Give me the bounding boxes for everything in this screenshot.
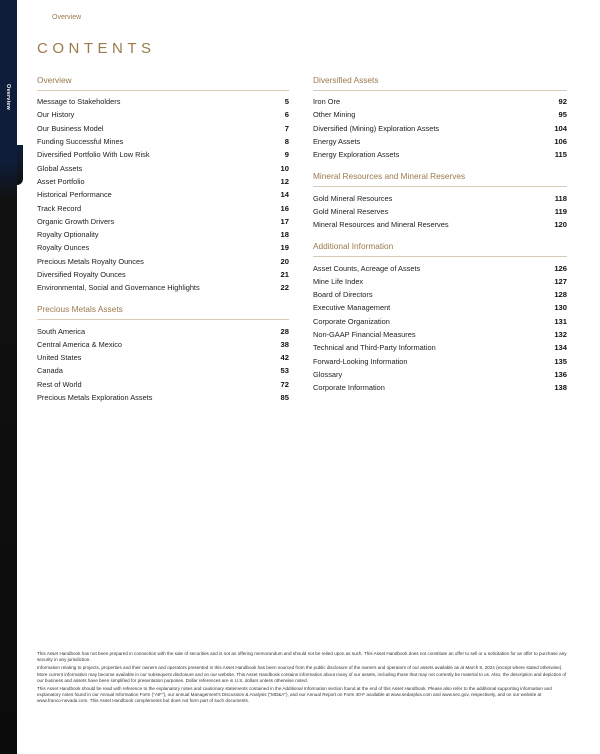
disclaimer-paragraph: This Asset Handbook has not been prepared in connection with the sale of securities and is not an offering memorandum and should not be relied upon as such. This Asset Handbook does not constitute an offer to sell or a solicitation for an offer to purchase any security in any jurisdiction. — [37, 651, 567, 663]
section-heading-mineral[interactable]: Mineral Resources and Mineral Reserves — [313, 170, 567, 187]
toc-entry[interactable] — [313, 354, 567, 367]
toc-entry-page: 106 — [554, 137, 567, 147]
toc-entry-label: Asset Portfolio — [37, 176, 85, 186]
toc-entry-label: Our History — [37, 110, 75, 120]
toc-entry-label: Diversified Portfolio With Low Risk — [37, 150, 150, 160]
toc-entry[interactable] — [313, 301, 567, 314]
toc-entry-page: 119 — [554, 206, 567, 216]
toc-entry-page: 21 — [280, 270, 289, 279]
toc-entry-label: Global Assets — [37, 163, 83, 173]
toc-entry-label: Technical and Third-Party Information — [313, 343, 436, 353]
toc-entry-page: 115 — [554, 150, 567, 160]
toc-entry[interactable] — [313, 95, 567, 108]
toc-entry-label: Energy Exploration Assets — [313, 150, 400, 160]
toc-entry[interactable] — [313, 261, 567, 274]
toc-entry[interactable] — [313, 315, 567, 328]
toc-entry-page: 6 — [284, 110, 289, 120]
toc-entry-label: Track Record — [37, 203, 82, 213]
toc-entry-page: 19 — [280, 243, 289, 253]
toc-entry[interactable] — [313, 148, 567, 161]
toc-entry-label: Precious Metals Exploration Assets — [37, 393, 153, 403]
toc-left-column — [37, 74, 289, 404]
toc-entry[interactable] — [37, 281, 289, 294]
toc-entry-page: 18 — [280, 230, 289, 240]
toc-entry-label: Mineral Resources and Mineral Reserves — [313, 220, 449, 230]
toc-entry[interactable] — [37, 391, 289, 404]
toc-entry[interactable] — [313, 135, 567, 148]
toc-right-column — [313, 74, 567, 394]
toc-entry[interactable] — [313, 328, 567, 341]
toc-entry-label: Corporate Information — [313, 383, 385, 393]
toc-entry[interactable] — [37, 122, 289, 135]
toc-entry-label: Canada — [37, 366, 63, 376]
toc-entry[interactable] — [37, 215, 289, 228]
toc-entry-page: 131 — [554, 316, 567, 326]
toc-entry[interactable] — [37, 175, 289, 188]
toc-entry[interactable] — [37, 338, 289, 351]
toc-entry-page: 134 — [554, 343, 567, 353]
toc-entry-label: Iron Ore — [313, 97, 341, 107]
toc-entry[interactable] — [313, 341, 567, 354]
toc-entry[interactable] — [37, 351, 289, 364]
side-tab-label: Overview — [5, 83, 11, 111]
toc-entry-page: 132 — [554, 330, 567, 339]
toc-entry-page: 7 — [284, 123, 289, 133]
toc-entry-label: Executive Management — [313, 303, 391, 313]
toc-entry-label: Gold Mineral Resources — [313, 193, 393, 203]
toc-entry-label: Funding Successful Mines — [37, 137, 124, 147]
toc-list-diversified — [313, 95, 567, 161]
toc-entry-label: Non-GAAP Financial Measures — [313, 330, 416, 339]
toc-entry-page: 14 — [280, 190, 289, 200]
toc-list-additional — [313, 261, 567, 394]
toc-entry-page: 138 — [554, 383, 567, 393]
toc-entry[interactable] — [37, 378, 289, 391]
toc-list-precious-metals — [37, 324, 289, 404]
toc-entry[interactable] — [37, 268, 289, 281]
toc-entry-page: 120 — [554, 220, 567, 230]
toc-entry-page: 12 — [280, 176, 289, 186]
toc-entry-label: Board of Directors — [313, 290, 373, 300]
toc-entry[interactable] — [37, 108, 289, 121]
side-band-notch — [17, 145, 23, 185]
toc-entry-page: 5 — [284, 97, 289, 107]
section-heading-additional[interactable]: Additional Information — [313, 240, 567, 257]
toc-entry-page: 104 — [554, 123, 567, 133]
toc-entry-page: 16 — [280, 203, 289, 213]
disclaimer-paragraph: Information relating to projects, properties and their owners and operators presented in this Asset Handbook has been sourced from the public disclosure of the owners and operators of our assets available as at March 8, 2024 (except where stated otherwise). More current information may become available in our subsequent disclosure and on our website. This Asset Handbook contains information about many of our assets, including those that may not currently be material to us. Also, the description and depiction of our business and assets have been simplified for presentation purposes. Dollar references are in U.S. dollars unless otherwise noted. — [37, 665, 567, 683]
toc-entry-label: Other Mining — [313, 110, 356, 120]
toc-entry-page: 42 — [280, 353, 289, 363]
toc-entry-page: 135 — [554, 356, 567, 366]
toc-entry-label: Central America & Mexico — [37, 339, 123, 349]
toc-entry-label: Precious Metals Royalty Ounces — [37, 256, 144, 266]
toc-entry-page: 85 — [280, 393, 289, 403]
toc-entry-page: 28 — [280, 326, 289, 336]
breadcrumb[interactable]: Overview — [52, 14, 82, 21]
toc-entry-page: 130 — [554, 303, 567, 313]
toc-entry[interactable] — [313, 381, 567, 394]
toc-entry[interactable] — [313, 191, 567, 204]
toc-entry[interactable] — [313, 275, 567, 288]
toc-entry-page: 22 — [280, 283, 289, 293]
page-title: CONTENTS — [37, 40, 156, 57]
toc-entry-page: 72 — [280, 379, 289, 389]
toc-entry-label: Glossary — [313, 369, 343, 379]
toc-entry-label: Diversified (Mining) Exploration Assets — [313, 123, 440, 133]
side-tab-overview[interactable] — [2, 72, 14, 122]
toc-entry-page: 126 — [554, 263, 567, 273]
toc-entry-label: Environmental, Social and Governance Highlights — [37, 283, 200, 293]
toc-entry[interactable] — [37, 241, 289, 254]
toc-entry-page: 95 — [558, 110, 567, 120]
disclaimer-paragraph: This Asset Handbook should be read with reference to the explanatory notes and cautionary statements contained in the Additional Information section found at the end of this Asset Handbook. Please also refer to the additional supporting information and explanatory notes found in our Annual Information Form ("AIF"), our annual Management's Discussion & Analysis ("MD&A"), and our Annual Report on Form 40-F available at www.sedarplus.com and www.sec.gov, respectively, and on our website at www.franco-nevada.com. This Asset Handbook complements but does not form part of such documents. — [37, 686, 552, 704]
toc-entry-page: 127 — [554, 276, 567, 286]
toc-entry-label: Corporate Organization — [313, 316, 390, 326]
toc-entry-page: 53 — [280, 366, 289, 376]
toc-entry[interactable] — [37, 135, 289, 148]
toc-entry-label: Royalty Optionality — [37, 230, 99, 240]
toc-entry[interactable] — [37, 95, 289, 108]
toc-entry-label: Rest of World — [37, 379, 82, 389]
toc-entry-page: 8 — [284, 137, 289, 147]
toc-entry-label: South America — [37, 326, 86, 336]
toc-list-overview — [37, 95, 289, 294]
toc-entry[interactable] — [313, 122, 567, 135]
toc-entry-page: 20 — [280, 256, 289, 266]
toc-entry[interactable] — [37, 161, 289, 174]
toc-entry[interactable] — [37, 148, 289, 161]
toc-entry[interactable] — [37, 228, 289, 241]
toc-entry-page: 10 — [280, 163, 289, 173]
toc-entry-label: Gold Mineral Reserves — [313, 206, 389, 216]
toc-entry-label: United States — [37, 353, 82, 363]
toc-entry-page: 92 — [558, 97, 567, 107]
toc-entry[interactable] — [37, 188, 289, 201]
toc-entry-label: Organic Growth Drivers — [37, 216, 115, 226]
toc-entry[interactable] — [313, 205, 567, 218]
toc-entry-page: 118 — [554, 193, 567, 203]
toc-entry-page: 38 — [280, 339, 289, 349]
toc-entry-label: Our Business Model — [37, 123, 104, 133]
toc-entry[interactable] — [37, 364, 289, 377]
toc-entry-label: Mine Life Index — [313, 276, 364, 286]
toc-entry-label: Energy Assets — [313, 137, 361, 147]
toc-entry-page: 136 — [554, 369, 567, 379]
toc-entry-label: Forward-Looking Information — [313, 356, 408, 366]
toc-entry-label: Message to Stakeholders — [37, 97, 121, 107]
toc-entry-label: Royalty Ounces — [37, 243, 90, 253]
toc-entry-page: 17 — [280, 216, 289, 226]
toc-entry[interactable] — [313, 108, 567, 121]
toc-entry-page: 9 — [284, 150, 289, 160]
toc-entry[interactable] — [313, 218, 567, 231]
section-heading-diversified[interactable]: Diversified Assets — [313, 74, 567, 91]
section-heading-overview[interactable]: Overview — [37, 74, 289, 91]
toc-entry-label: Historical Performance — [37, 190, 112, 200]
toc-entry[interactable] — [37, 324, 289, 337]
toc-entry-label: Diversified Royalty Ounces — [37, 270, 126, 279]
section-heading-precious-metals[interactable]: Precious Metals Assets — [37, 303, 289, 320]
toc-entry[interactable] — [313, 368, 567, 381]
toc-entry[interactable] — [37, 201, 289, 214]
toc-list-mineral — [313, 191, 567, 231]
disclaimer — [37, 651, 567, 707]
toc-entry[interactable] — [37, 255, 289, 268]
toc-entry[interactable] — [313, 288, 567, 301]
toc-entry-label: Asset Counts, Acreage of Assets — [313, 263, 421, 273]
toc-entry-page: 128 — [554, 290, 567, 300]
